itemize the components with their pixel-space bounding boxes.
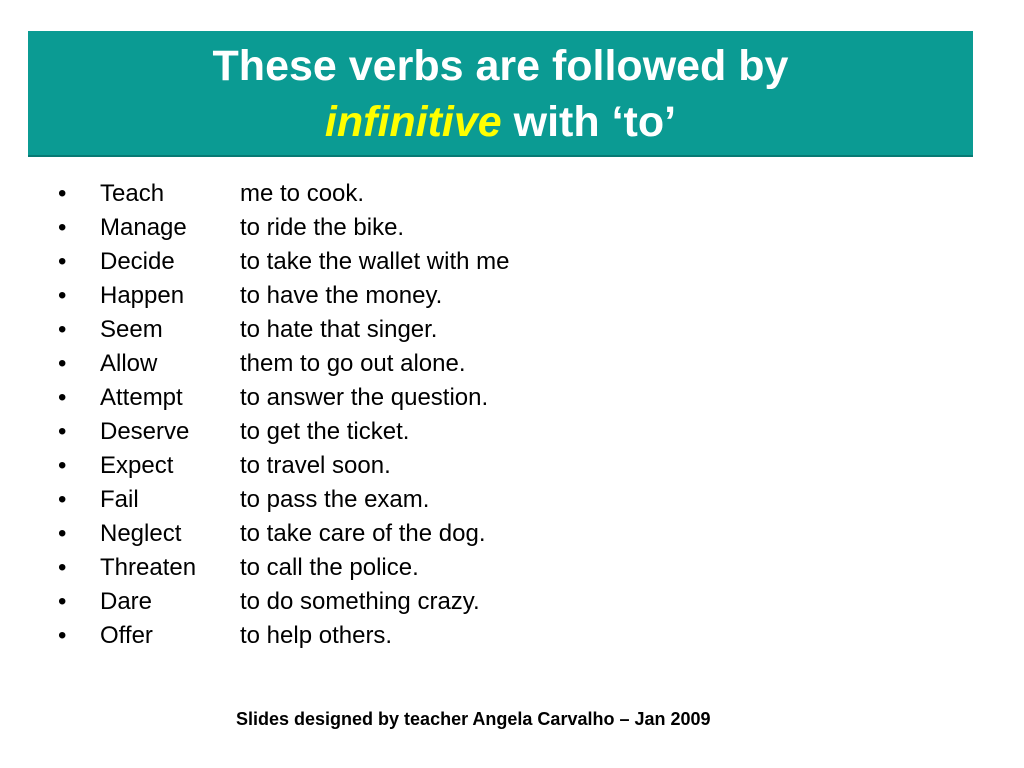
verb-text: Offer [100, 622, 153, 649]
verb-text: Seem [100, 316, 163, 343]
bullet-icon: • [58, 588, 67, 615]
verb-text: Dare [100, 588, 153, 615]
title-banner [28, 31, 973, 157]
bullet-icon: • [58, 248, 67, 275]
example-text: to have the money. [240, 282, 443, 309]
example-text: to take care of the dog. [240, 520, 486, 547]
verb-text: Deserve [100, 418, 190, 445]
bullet-icon: • [58, 554, 67, 581]
verb-text: Threaten [100, 554, 197, 581]
bullet-icon: • [58, 384, 67, 411]
bullet-icon: • [58, 520, 67, 547]
example-text: to get the ticket. [240, 418, 410, 445]
example-text: to do something crazy. [240, 588, 480, 615]
bullet-icon: • [58, 180, 67, 207]
verb-text: Decide [100, 248, 175, 275]
example-text: to take the wallet with me [240, 248, 510, 275]
verb-text: Neglect [100, 520, 182, 547]
slide-subtitle [28, 93, 973, 151]
bullet-icon: • [58, 486, 67, 513]
bullet-icon: • [58, 418, 67, 445]
example-text: to answer the question. [240, 384, 489, 411]
verb-text: Allow [100, 350, 158, 377]
verb-text: Expect [100, 452, 174, 479]
example-text: to pass the exam. [240, 486, 430, 513]
verb-text: Teach [100, 180, 165, 207]
bullet-icon: • [58, 316, 67, 343]
example-text: to ride the bike. [240, 214, 405, 241]
verb-text: Happen [100, 282, 185, 309]
example-text: to help others. [240, 622, 393, 649]
bullet-icon: • [58, 350, 67, 377]
bullet-icon: • [58, 214, 67, 241]
verb-text: Fail [100, 486, 139, 513]
author-credit: Slides designed by teacher Angela Carvalho – Jan 2009 [236, 709, 711, 729]
example-text: them to go out alone. [240, 350, 466, 377]
example-text: to travel soon. [240, 452, 391, 479]
verb-text: Manage [100, 214, 187, 241]
bullet-icon: • [58, 622, 67, 649]
example-text: to hate that singer. [240, 316, 438, 343]
example-text: me to cook. [240, 180, 365, 207]
example-text: to call the police. [240, 554, 419, 581]
bullet-icon: • [58, 452, 67, 479]
bullet-icon: • [58, 282, 67, 309]
verb-text: Attempt [100, 384, 183, 411]
title-emphasis: infinitive [324, 98, 502, 146]
slide-title: These verbs are followed by [212, 42, 789, 90]
title-rest: with ‘to’ [501, 98, 677, 146]
